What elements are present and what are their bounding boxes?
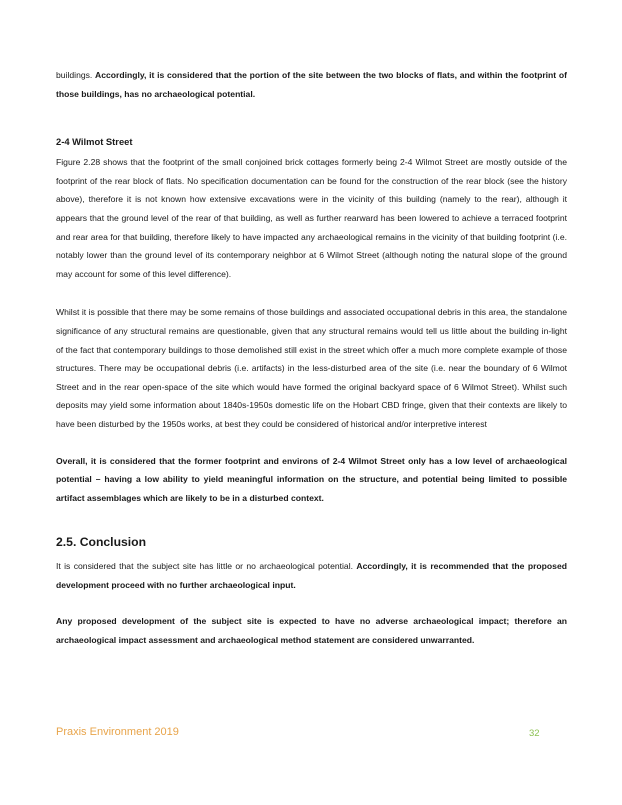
conclusion-lead: It is considered that the subject site has little or no archaeological potential. [56, 561, 357, 572]
conclusion-heading: 2.5. Conclusion [56, 535, 147, 550]
intro-paragraph [56, 66, 567, 103]
conclusion-paragraph-1 [56, 557, 567, 594]
wilmot-paragraph-1: Figure 2.28 shows that the footprint of the small conjoined brick cottages formerly being 2-4 Wilmot Street are mostly outside of the footprint of the rear block of flats. No specification documentation can be found for the construction of the rear block (see the history above), therefore it is not known how extensive excavations were in the vicinity of this building (namely to the rear), although it appears that the ground level of the rear of that building, as well as further rearward has been lowered to achieve a terraced footprint and rear area for that building, therefore likely to have impacted any archaeological remains in the vicinity of that building footprint (i.e. notably lower than the ground level of its contemporary neighbor at 6 Wilmot Street (although noting the natural slope of the ground may account for some of this level difference). [56, 157, 567, 279]
intro-lead: buildings. [56, 70, 96, 80]
conclusion-paragraph-2 [56, 612, 567, 649]
page-number: 32 [529, 728, 540, 739]
page-body [56, 66, 567, 650]
intro-bold: Accordingly, it is considered that the portion of the site between the two blocks of flats, and within the footprint of those buildings, has no archaeological potential. [56, 70, 567, 99]
wilmot-paragraph-3-bold: Overall, it is considered that the former footprint and environs of 2-4 Wilmot Street only has a low level of archaeological potential – having a low ability to yield meaningful information on the structure, and potential being limited to possible artifact assemblages which are likely to be in a disturbed context. [56, 455, 567, 503]
wilmot-paragraph-2: Whilst it is possible that there may be some remains of those buildings and associated occupational debris in this area, the standalone significance of any structural remains are questionable, given that any structural remains would tell us little about the building in-light of the fact that contemporary buildings to those demolished still exist in the street which offer a much more complete example of those structures. There may be occupational debris (i.e. artifacts) in the less-disturbed area of the site (i.e. near the boundary of 6 Wilmot Street and in the rear open-space of the site which would have formed the original backyard space of 6 Wilmot Street). Whilst such deposits may yield some information about 1840s-1950s domestic life on the Hobart CBD fringe, given that their contexts are likely to have been disturbed by the 1950s works, at best they could be considered of historical and/or interpretive interest [56, 307, 567, 429]
wilmot-paragraph-3 [56, 452, 567, 508]
conclusion-bold: Accordingly, it is recommended that the proposed development proceed with no further archaeological input. [56, 561, 567, 590]
wilmot-heading: 2-4 Wilmot Street [56, 136, 133, 148]
footer-company: Praxis Environment 2019 [56, 726, 179, 738]
conclusion-paragraph-2-bold: Any proposed development of the subject site is expected to have no adverse archaeological impact; therefore an archaeological impact assessment and archaeological method statement are considered unwarranted. [56, 616, 567, 646]
